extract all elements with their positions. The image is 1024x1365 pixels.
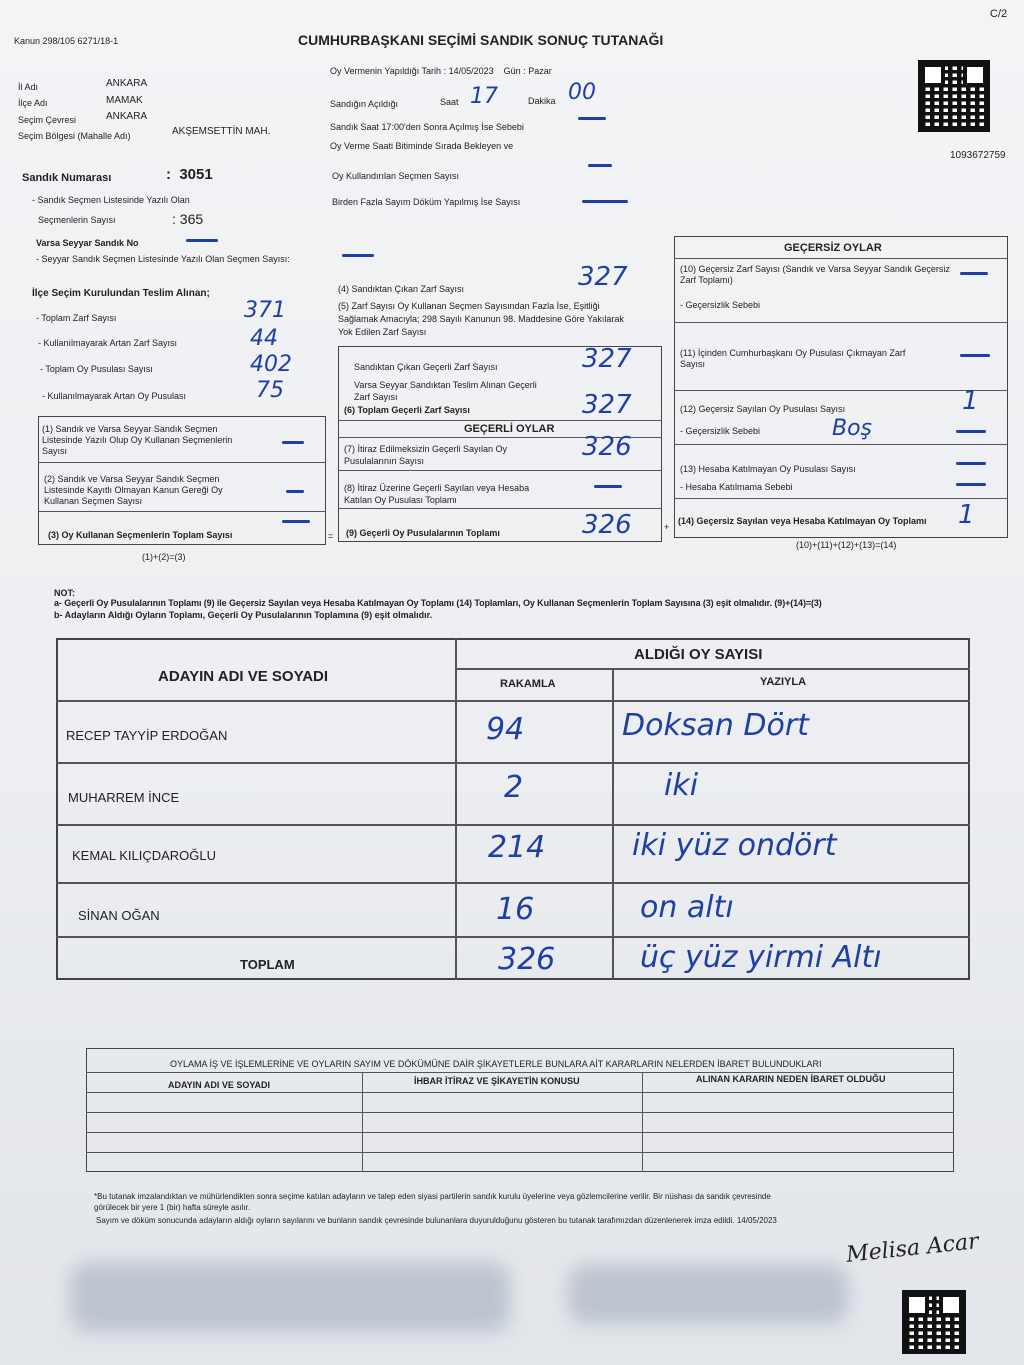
province-label: İl Adı (18, 82, 39, 92)
row6-label: (6) Toplam Geçerli Zarf Sayısı (344, 405, 470, 415)
province-value: ANKARA (106, 78, 148, 89)
row4-value: 327 (578, 262, 628, 292)
row12-reason-value: Boş (832, 416, 873, 441)
note-b: b- Adayların Aldığı Oyların Toplamı, Geçerli Oy Pusulalarının Toplamına (9) eşit olmalıdır. (54, 610, 433, 620)
divider (38, 511, 326, 512)
received-value: 44 (250, 326, 278, 351)
row13-reason: - Hesaba Katılmama Sebebi (680, 482, 793, 492)
mobile-env-label: Varsa Seyyar Sandıktan Teslim Alınan Geçerli Zarf Sayısı (354, 380, 537, 402)
received-heading: İlçe Seçim Kurulundan Teslim Alınan; (32, 288, 210, 299)
divider (674, 444, 1008, 445)
row-divider (455, 668, 970, 670)
row-divider (56, 762, 970, 764)
hour-value: 17 (470, 84, 498, 109)
law-reference: Kanun 298/105 6271/18-1 (14, 36, 119, 46)
col-votes-header: ALDIĞI OY SAYISI (634, 646, 763, 663)
box-number-label: Sandık Numarası (22, 172, 112, 184)
after17-label: Sandık Saat 17:00'den Sonra Açılmış İse Sebebi (330, 122, 524, 132)
recount-label: Birden Fazla Sayım Döküm Yapılmış İse Sayısı (332, 197, 521, 207)
row-divider (86, 1132, 954, 1133)
valid-env-label: Sandıktan Çıkan Geçerli Zarf Sayısı (354, 362, 498, 372)
qr-code-icon (918, 60, 990, 132)
invalid-votes-heading: GEÇERSİZ OYLAR (784, 242, 882, 254)
row6-value: 327 (582, 390, 632, 420)
queue-label-1: Oy Verme Saati Bitiminde Sırada Bekleyen ve (330, 141, 514, 151)
received-label: - Kullanılmayarak Artan Zarf Sayısı (38, 338, 178, 348)
row9-value: 326 (582, 510, 632, 540)
page-indicator: C/2 (990, 8, 1008, 20)
row10-reason: - Geçersizlik Sebebi (680, 300, 761, 310)
blurred-signatures (568, 1264, 848, 1324)
row14-label: (14) Geçersiz Sayılan veya Hesaba Katılmayan Oy Toplamı (678, 516, 927, 526)
minute-value: 00 (568, 80, 596, 105)
candidate-name: KEMAL KILIÇDAROĞLU (72, 848, 217, 863)
mobile-voters-label: - Seyyar Sandık Seçmen Listesinde Yazılı Olan Seçmen Sayısı: (36, 254, 290, 264)
col-words-header: YAZIYLA (760, 676, 807, 688)
row5-label: (5) Zarf Sayısı Oy Kullanan Seçmen Sayısından Fazla İse, Eşitliği Sağlamak Amacıyla; 298 Sayılı Kanunun 98. Maddesine Göre Yakılarak Yok Edilen Zarf Sayısı (338, 301, 624, 337)
box3-label: (3) Oy Kullanan Seçmenlerin Toplam Sayısı (48, 530, 233, 540)
row12-label: (12) Geçersiz Sayılan Oy Pusulası Sayısı (680, 404, 846, 414)
row-divider (56, 700, 970, 702)
district-label: İlçe Adı (18, 98, 48, 108)
candidate-name: MUHARREM İNCE (68, 790, 180, 805)
received-label: - Kullanılmayarak Artan Oy Pusulası (42, 391, 187, 401)
row-divider (86, 1072, 954, 1073)
registered-label-1: - Sandık Seçmen Listesinde Yazılı Olan (32, 195, 190, 205)
dash-mark (594, 485, 622, 488)
plus-sign: + (664, 522, 670, 532)
candidate-votes-digits: 214 (488, 830, 546, 865)
valid-votes-heading: GEÇERLİ OYLAR (464, 423, 555, 435)
page-title: CUMHURBAŞKANI SEÇİMİ SANDIK SONUÇ TUTANAĞI (298, 32, 664, 48)
received-value: 371 (244, 298, 286, 323)
constituency-label: Seçim Çevresi (18, 115, 77, 125)
dash-mark (282, 520, 310, 523)
registered-value: : 365 (172, 211, 204, 227)
footer-line1: *Bu tutanak imzalandıktan ve mühürlendikten sonra seçime katılan adayların ve talep eden siyasi partilerin sandık kurulu üyelerine veya gözlemcilerine verilir. Bir nüshası da sandık çevresinde (94, 1192, 771, 1201)
candidate-votes-words: Doksan Dört (622, 708, 809, 743)
col-divider (362, 1072, 363, 1172)
candidate-votes-digits: 16 (496, 892, 535, 927)
total-votes-words: üç yüz yirmi Altı (640, 940, 882, 975)
row13-label: (13) Hesaba Katılmayan Oy Pusulası Sayısı (680, 464, 856, 474)
row12-reason-label: - Geçersizlik Sebebi (680, 426, 761, 436)
complaints-col3: ALINAN KARARIN NEDEN İBARET OLDUĞU (696, 1074, 886, 1084)
row-divider (86, 1092, 954, 1093)
divider (338, 508, 662, 509)
vote-date-row: Oy Vermenin Yapıldığı Tarih : 14/05/2023 Gün : Pazar (330, 66, 552, 76)
divider (674, 390, 1008, 391)
col-divider (642, 1072, 643, 1172)
neighborhood-value: AKŞEMSETTİN MAH. (172, 126, 271, 137)
total-votes-digits: 326 (498, 942, 556, 977)
formula-2: (10)+(11)+(12)+(13)=(14) (796, 540, 897, 550)
divider (674, 322, 1008, 323)
row14-value: 1 (958, 500, 975, 530)
box1-label: (1) Sandık ve Varsa Seyyar Sandık Seçmen Listesinde Yazılı Olup Oy Kullanan Seçmenlerin Sayısı (42, 424, 233, 456)
hour-label: Saat (440, 97, 459, 107)
barcode-number: 1093672759 (950, 150, 1006, 161)
divider (338, 470, 662, 471)
total-label: TOPLAM (240, 957, 295, 972)
candidate-name: RECEP TAYYİP ERDOĞAN (66, 728, 228, 743)
dash-mark (342, 254, 374, 257)
row7-label: (7) İtiraz Edilmeksizin Geçerli Sayılan Oy Pusulalarının Sayısı (344, 444, 508, 466)
divider (674, 498, 1008, 499)
footer-line3: Sayım ve döküm sonucunda adayların aldığı oyların sayılarını ve bunların sandık çevresinde bulunanlara duyurulduğunu gösteren bu tutanak tarafımızdan düzenlenerek imza edildi. 14/05/2023 (96, 1216, 777, 1225)
valid-env-value: 327 (582, 344, 632, 374)
row-divider (56, 936, 970, 938)
row12-value: 1 (962, 386, 979, 416)
candidate-votes-words: iki (664, 768, 699, 803)
minute-label: Dakika (528, 96, 556, 106)
row9-label: (9) Geçerli Oy Pusulalarının Toplamı (346, 528, 500, 538)
candidate-votes-digits: 2 (504, 770, 524, 805)
received-value: 75 (256, 378, 284, 403)
received-label: - Toplam Zarf Sayısı (36, 313, 117, 323)
constituency-value: ANKARA (106, 111, 148, 122)
complaints-col1: ADAYIN ADI VE SOYADI (168, 1080, 271, 1090)
row-divider (56, 882, 970, 884)
box2-label: (2) Sandık ve Varsa Seyyar Sandık Seçmen Listesinde Kayıtlı Olmayan Kanun Gereği Oy Kullanan Seçmen Sayısı (44, 474, 223, 506)
received-label: - Toplam Oy Pusulası Sayısı (40, 364, 153, 374)
box-number-value: : 3051 (166, 166, 213, 183)
row7-value: 326 (582, 432, 632, 462)
col-divider (455, 638, 457, 980)
divider (674, 258, 1008, 259)
dash-mark (578, 117, 606, 120)
complaints-col2: İHBAR İTİRAZ VE ŞİKAYETİN KONUSU (414, 1076, 580, 1086)
row-divider (56, 824, 970, 826)
row-divider (86, 1152, 954, 1153)
signature-handwriting: Melisa Acar (845, 1229, 980, 1268)
neighborhood-label: Seçim Bölgesi (Mahalle Adı) (18, 131, 131, 141)
opening-label: Sandığın Açıldığı (330, 99, 399, 109)
candidate-votes-digits: 94 (486, 712, 525, 747)
dash-mark (960, 272, 988, 275)
district-value: MAMAK (106, 95, 143, 106)
dash-mark (960, 354, 990, 357)
row4-label: (4) Sandıktan Çıkan Zarf Sayısı (338, 284, 465, 294)
note-a: a- Geçerli Oy Pusulalarının Toplamı (9) ile Geçersiz Sayılan veya Hesaba Katılmayan Oy Toplamı (14) Toplamları, Oy Kullanan Seçmenlerin Toplam Sayısına (3) eşit olmalıdır. (9)+(14)=(3) (54, 598, 822, 608)
mobile-box-label: Varsa Seyyar Sandık No (36, 238, 139, 248)
candidate-votes-words: on altı (640, 890, 734, 925)
dash-mark (956, 430, 986, 433)
note-title: NOT: (54, 588, 75, 598)
dash-mark (186, 239, 218, 242)
row-divider (86, 1112, 954, 1113)
dash-mark (588, 164, 612, 167)
row8-label: (8) İtiraz Üzerine Geçerli Sayılan veya Hesaba Katılan Oy Pusulası Toplamı (344, 483, 530, 505)
footer-line2: görülecek bir yere 1 (bir) hafta süreyle asılır. (94, 1203, 251, 1212)
dash-mark (286, 490, 304, 493)
dash-mark (582, 200, 628, 203)
registered-label-2: Seçmenlerin Sayısı (38, 215, 116, 225)
col-digits-header: RAKAMLA (500, 678, 556, 690)
formula-1: (1)+(2)=(3) (142, 552, 186, 562)
dash-mark (282, 441, 304, 444)
divider (38, 462, 326, 463)
row10-label: (10) Geçersiz Zarf Sayısı (Sandık ve Varsa Seyyar Sandık Geçersiz Zarf Toplamı) (680, 264, 950, 285)
candidate-votes-words: iki yüz ondört (632, 828, 837, 863)
queue-label-2: Oy Kullandırılan Seçmen Sayısı (332, 171, 460, 181)
col-candidate-header: ADAYIN ADI VE SOYADI (158, 668, 329, 685)
candidate-name: SİNAN OĞAN (78, 908, 160, 923)
blurred-signatures (70, 1262, 510, 1332)
dash-mark (956, 462, 986, 465)
row11-label: (11) İçinden Cumhurbaşkanı Oy Pusulası Çıkmayan Zarf Sayısı (680, 348, 906, 369)
complaints-title: OYLAMA İŞ VE İŞLEMLERİNE VE OYLARIN SAYIM VE DÖKÜMÜNE DAİR ŞİKAYETLERLE BUNLARA AİT KARARLARIN NELERDEN İBARET BULUNDUKLARI (170, 1059, 822, 1069)
dash-mark (956, 483, 986, 486)
divider (338, 420, 662, 421)
qr-code-icon (902, 1290, 966, 1354)
received-value: 402 (250, 352, 292, 377)
equals-sign: = (328, 531, 334, 541)
